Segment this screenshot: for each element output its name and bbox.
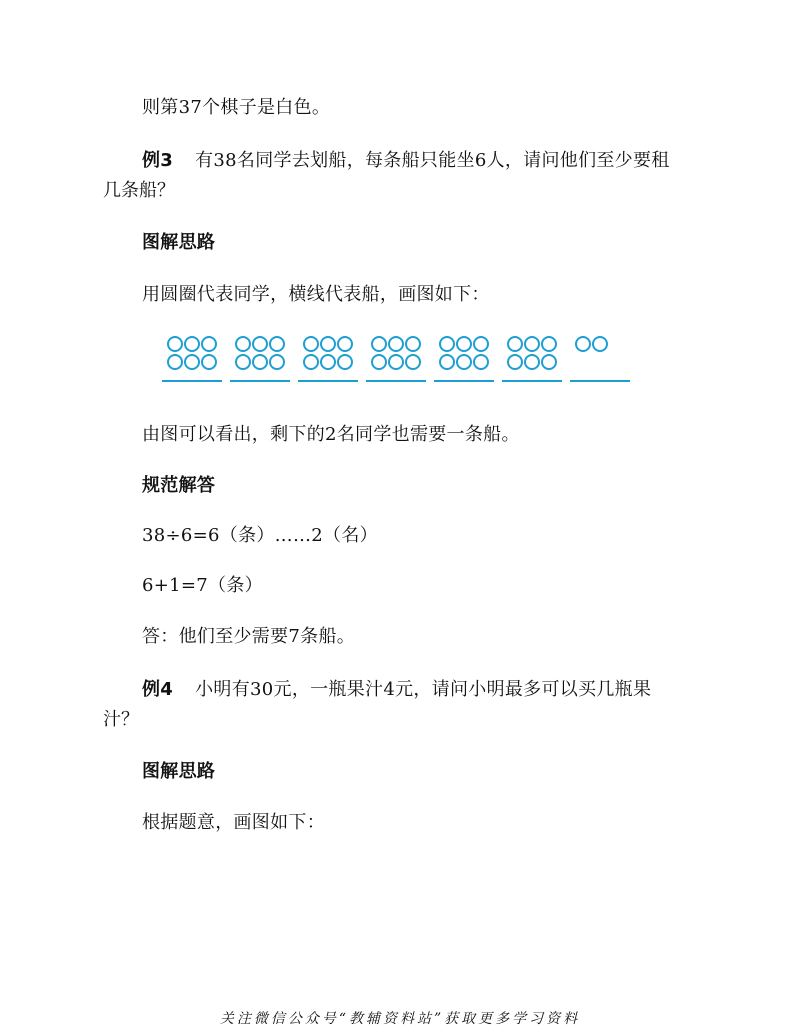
boat-group [162,330,224,386]
equation: 6+1=7（条） [142,575,263,596]
student-circle [524,336,540,352]
boat-group [298,330,360,386]
student-circle [167,336,183,352]
student-circle [371,354,387,370]
student-circle [456,336,472,352]
section-heading: 图解思路 [142,761,216,782]
footer-watermark: 关注微信公众号“教辅资料站”获取更多学习资料 [219,1011,581,1027]
example-4-text-cont: 汁？ [103,709,139,730]
student-circle [507,336,523,352]
boat-group [570,330,632,386]
student-circle [167,354,183,370]
student-circle [252,336,268,352]
example-3-label: 例3 [142,150,174,171]
student-circle [541,354,557,370]
student-circle [235,354,251,370]
student-circle [320,336,336,352]
student-circle [507,354,523,370]
student-circle [184,354,200,370]
student-circle [456,354,472,370]
boat-line [298,380,358,382]
text-line: 则第37个棋子是白色。 [142,97,331,118]
student-circle [337,354,353,370]
student-circle [235,336,251,352]
student-circle [269,354,285,370]
student-circle [252,354,268,370]
student-circle [592,336,608,352]
boat-group [502,330,564,386]
student-circle [303,336,319,352]
text-line: 由图可以看出，剩下的2名同学也需要一条船。 [142,424,520,445]
boat-group [366,330,428,386]
student-circle [269,336,285,352]
section-heading: 图解思路 [142,232,216,253]
student-circle [201,336,217,352]
boat-group [434,330,496,386]
text-line: 根据题意，画图如下： [142,812,325,833]
student-circle [575,336,591,352]
boat-diagram [162,330,642,390]
student-circle [201,354,217,370]
student-circle [541,336,557,352]
boat-line [434,380,494,382]
student-circle [371,336,387,352]
boat-line [366,380,426,382]
student-circle [405,354,421,370]
answer: 答：他们至少需要7条船。 [142,626,356,647]
equation: 38÷6=6（条）……2（名） [142,525,378,546]
student-circle [303,354,319,370]
student-circle [439,354,455,370]
boat-line [230,380,290,382]
example-4-text: 小明有30元，一瓶果汁4元，请问小明最多可以买几瓶果 [195,679,652,700]
example-3-text-cont: 几条船？ [103,180,175,201]
example-3-text: 有38名同学去划船，每条船只能坐6人，请问他们至少要租 [195,150,670,171]
student-circle [388,354,404,370]
boat-line [162,380,222,382]
student-circle [439,336,455,352]
student-circle [337,336,353,352]
example-4-line [142,675,651,705]
student-circle [388,336,404,352]
section-heading: 规范解答 [142,475,216,496]
student-circle [473,336,489,352]
student-circle [320,354,336,370]
student-circle [524,354,540,370]
boat-group [230,330,292,386]
boat-line [502,380,562,382]
student-circle [473,354,489,370]
text-line: 用圆圈代表同学，横线代表船，画图如下： [142,284,490,305]
example-4-label: 例4 [142,679,174,700]
student-circle [405,336,421,352]
student-circle [184,336,200,352]
boat-line [570,380,630,382]
example-3-line [142,146,670,176]
